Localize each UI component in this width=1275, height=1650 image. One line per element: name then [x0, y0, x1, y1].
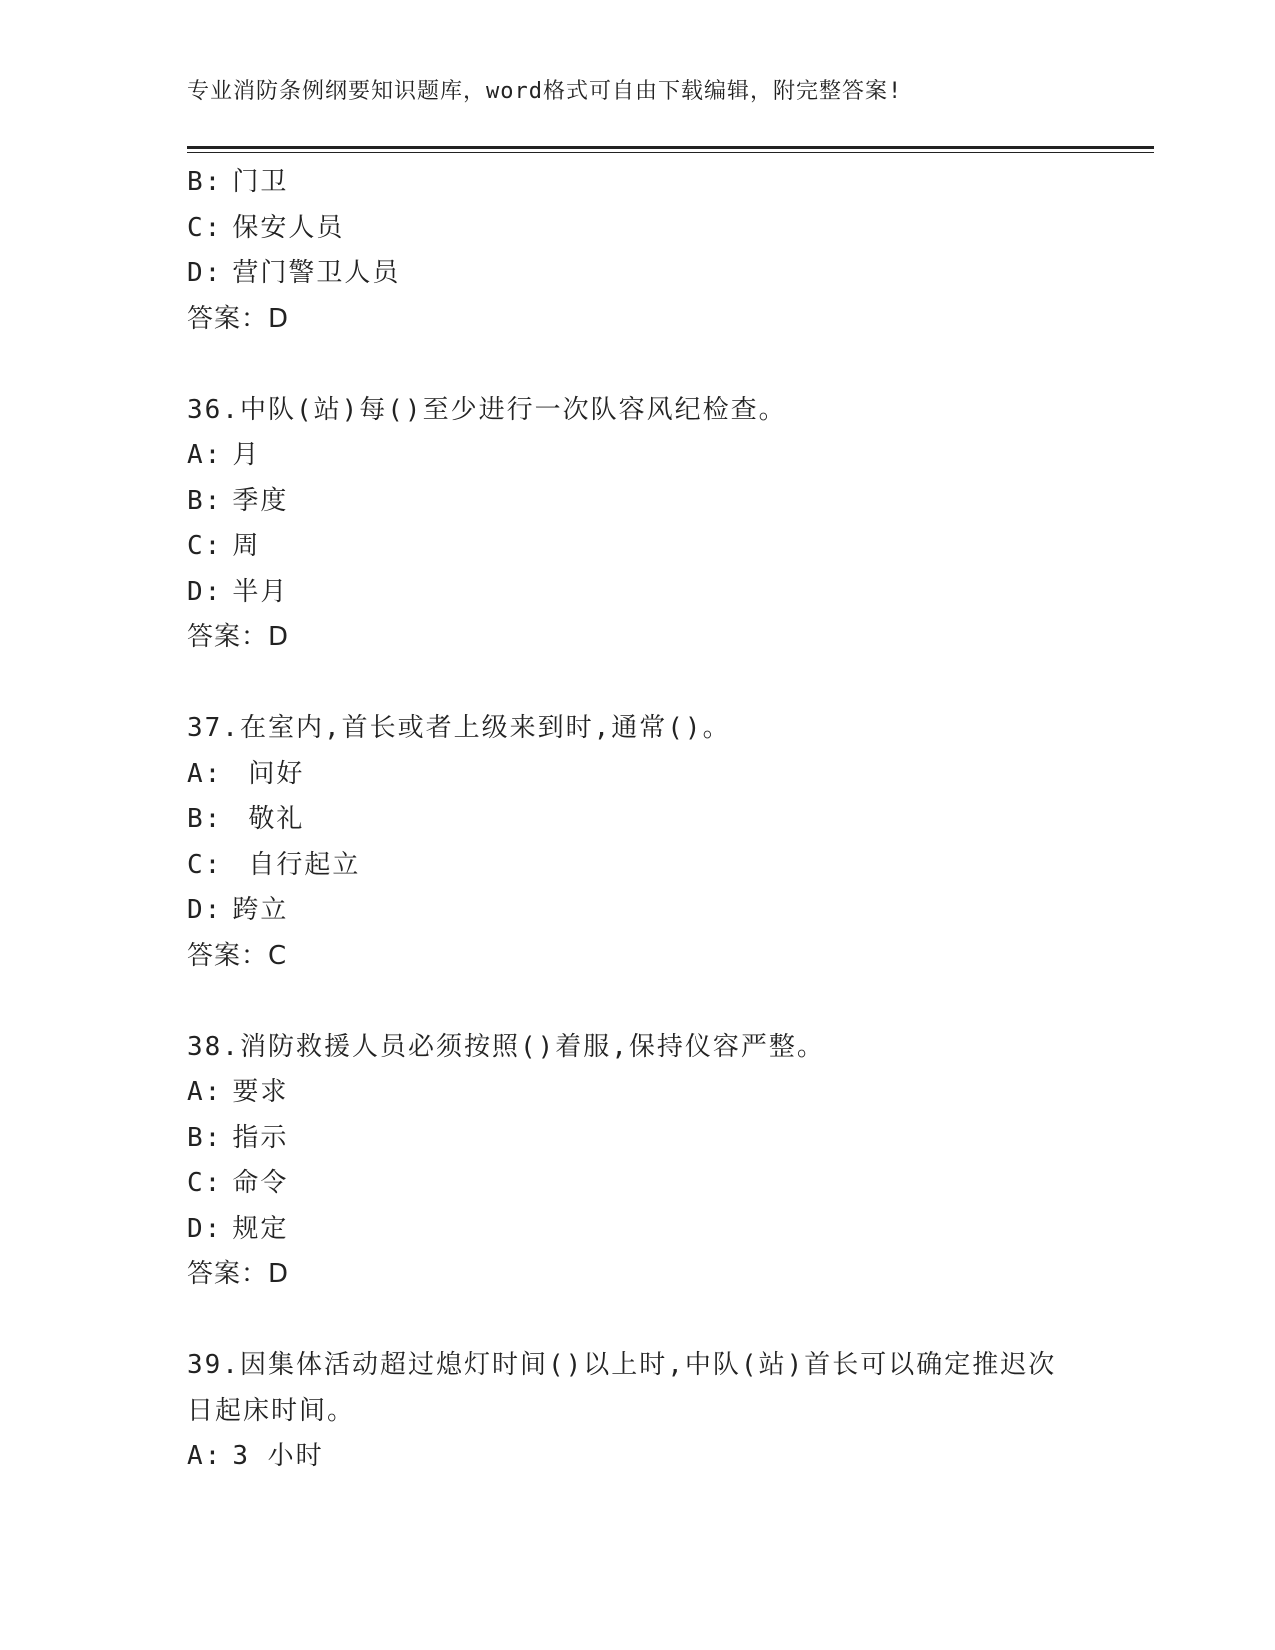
option-item — [187, 797, 1087, 843]
option-label: A: — [187, 440, 223, 470]
option-text: 要求 — [232, 1077, 289, 1107]
option-text: 周 — [232, 531, 261, 561]
option-text: 问好 — [248, 758, 305, 789]
answer-line: 答案：C — [187, 940, 288, 971]
option-item — [187, 1116, 1087, 1162]
option-item — [187, 843, 1087, 889]
option-text: 保安人员 — [232, 212, 345, 243]
option-text: 门卫 — [232, 167, 289, 197]
option-item — [187, 479, 1087, 525]
spacer — [187, 661, 1087, 707]
option-item — [187, 1161, 1087, 1207]
option-label: A: — [187, 758, 223, 789]
option-label: A: — [187, 1077, 223, 1107]
question-text: 37.在室内,首长或者上级来到时,通常()。 — [187, 713, 731, 743]
option-item — [187, 1070, 1087, 1116]
option-item — [187, 251, 1087, 297]
answer-line: 答案：D — [187, 303, 290, 334]
option-label: B: — [187, 804, 223, 834]
question-text-line-1: 39.因集体活动超过熄灯时间()以上时,中队(站)首长可以确定推迟次 — [187, 1350, 1057, 1380]
option-item — [187, 1207, 1087, 1253]
spacer — [187, 1298, 1087, 1344]
question-list — [187, 160, 1087, 1480]
option-label: A: — [187, 1441, 223, 1471]
option-text: 命令 — [232, 1168, 289, 1198]
option-label: B: — [187, 167, 223, 197]
header-rule-thick — [187, 146, 1154, 149]
option-label: C: — [187, 212, 223, 243]
option-text: 季度 — [232, 485, 289, 516]
option-text: 自行起立 — [248, 849, 361, 880]
option-item — [187, 433, 1087, 479]
option-item — [187, 160, 1087, 206]
option-text: 营门警卫人员 — [232, 258, 401, 288]
option-label: D: — [187, 1213, 223, 1244]
option-item — [187, 206, 1087, 252]
option-text: 跨立 — [232, 895, 289, 925]
option-text: 敬礼 — [248, 804, 305, 834]
option-text: 月 — [232, 440, 261, 470]
answer-line: 答案：D — [187, 1259, 290, 1289]
option-item — [187, 888, 1087, 934]
answer-line: 答案：D — [187, 622, 290, 652]
option-item — [187, 570, 1087, 616]
option-text: 3 小时 — [232, 1441, 324, 1471]
spacer — [187, 979, 1087, 1025]
option-label: C: — [187, 1168, 223, 1198]
option-label: D: — [187, 895, 223, 925]
question-text-line-2: 日起床时间。 — [187, 1395, 356, 1426]
question-text: 38.消防救援人员必须按照()着服,保持仪容严整。 — [187, 1031, 825, 1062]
option-label: B: — [187, 485, 223, 516]
option-text: 指示 — [232, 1122, 289, 1153]
question-text: 36.中队(站)每()至少进行一次队容风纪检查。 — [187, 394, 787, 425]
page-header: 专业消防条例纲要知识题库，word格式可自由下载编辑，附完整答案! — [187, 79, 903, 104]
option-label: C: — [187, 531, 223, 561]
option-item — [187, 1434, 1087, 1480]
option-text: 半月 — [232, 576, 289, 607]
spacer — [187, 342, 1087, 388]
option-label: B: — [187, 1122, 223, 1153]
option-item — [187, 524, 1087, 570]
option-label: D: — [187, 258, 223, 288]
option-label: D: — [187, 576, 223, 607]
option-text: 规定 — [232, 1213, 289, 1244]
option-item — [187, 752, 1087, 798]
option-label: C: — [187, 849, 223, 880]
header-rule-thin — [187, 152, 1154, 153]
